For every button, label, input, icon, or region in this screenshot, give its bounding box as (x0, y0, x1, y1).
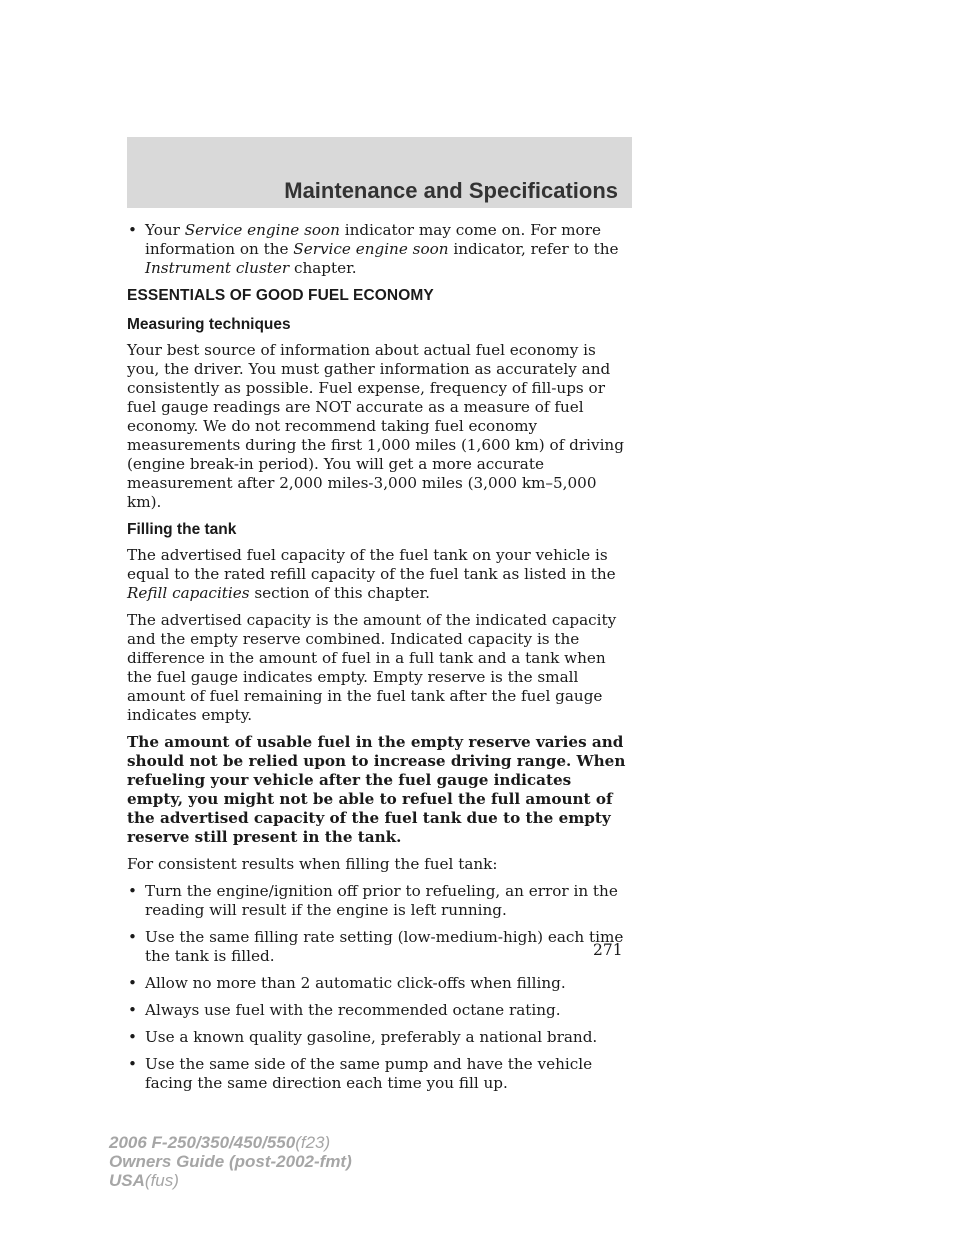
filling-paragraph-2: The advertised capacity is the amount of the indicated capacity and the empty reserve combined. Indicated capacity is the difference in the amount of fuel in a full tank and a tank when the fuel gauge indicates empty. Empty reserve is the small amount of fuel remaining in the fuel tank after the fuel gauge indicates empty. (127, 611, 617, 724)
bullet-glyph: • (128, 221, 137, 239)
list-item (127, 1001, 632, 1020)
text-run: section of this chapter. (249, 584, 430, 602)
chapter-reference: Instrument cluster (145, 259, 290, 277)
footer-line-region (109, 1171, 352, 1190)
list-item (127, 882, 632, 920)
text-run: indicator may come on. For more information on the (145, 221, 601, 258)
filling-paragraph-1 (127, 546, 632, 603)
filling-paragraph-4: For consistent results when filling the fuel tank: (127, 855, 498, 873)
footer-line-guide: Owners Guide (post-2002-fmt) (109, 1152, 352, 1171)
footer-code: (f23) (295, 1133, 331, 1152)
chapter-header (127, 137, 632, 208)
footer-model: 2006 F-250/350/450/550 (109, 1133, 296, 1152)
footer-region: USA (109, 1171, 145, 1190)
bullet-glyph: • (128, 1001, 137, 1019)
list-item-text: Use the same side of the same pump and have the vehicle facing the same direction each time you fill up. (145, 1055, 593, 1092)
footer-region-code: (fus) (144, 1171, 179, 1190)
chapter-title: Maintenance and Specifications (284, 178, 618, 203)
footer-line-model (109, 1133, 352, 1152)
bullet-glyph: • (128, 1055, 137, 1073)
bullet-glyph: • (128, 928, 137, 946)
bullet-glyph: • (128, 1028, 137, 1046)
intro-bullet (127, 221, 632, 278)
text-run: indicator, refer to the (448, 240, 619, 258)
list-item (127, 1028, 632, 1047)
subheading-measuring: Measuring techniques (127, 316, 291, 333)
text-run: The advertised fuel capacity of the fuel tank on your vehicle is equal to the rated refill capacity of the fuel tank as listed in the (127, 546, 616, 583)
bullet-glyph: • (128, 974, 137, 992)
page-content (127, 221, 632, 1101)
indicator-name: Service engine soon (184, 221, 340, 239)
text-run: chapter. (289, 259, 357, 277)
list-item (127, 974, 632, 993)
section-reference: Refill capacities (127, 584, 250, 602)
list-item-text: Use a known quality gasoline, preferably a national brand. (145, 1028, 598, 1046)
list-item (127, 928, 632, 966)
indicator-name: Service engine soon (293, 240, 449, 258)
page-number: 271 (593, 941, 623, 959)
measuring-paragraph: Your best source of information about actual fuel economy is you, the driver. You must gather information as accurately and consistently as possible. Fuel expense, frequency of fill-ups or fuel gauge readings are NOT accurate as a measure of fuel economy. We do not recommend taking fuel economy measurements during the first 1,000 miles (1,600 km) of driving (engine break-in period). You will get a more accurate measurement after 2,000 miles-3,000 miles (3,000 km–5,000 km). (127, 341, 624, 511)
list-item-text: Always use fuel with the recommended octane rating. (145, 1001, 561, 1019)
list-item-text: Turn the engine/ignition off prior to refueling, an error in the reading will result if the engine is left running. (145, 882, 618, 919)
list-item-text: Allow no more than 2 automatic click-offs when filling. (145, 974, 566, 992)
list-item (127, 1055, 632, 1093)
document-footer (109, 1133, 352, 1190)
section-title: ESSENTIALS OF GOOD FUEL ECONOMY (127, 287, 434, 304)
subheading-filling: Filling the tank (127, 521, 237, 538)
text-run: Your (145, 221, 185, 239)
bullet-glyph: • (128, 882, 137, 900)
warning-paragraph: The amount of usable fuel in the empty reserve varies and should not be relied upon to increase driving range. When refueling your vehicle after the fuel gauge indicates empty, you might not be able to refuel the full amount of the advertised capacity of the fuel tank due to the empty reserve still present in the tank. (127, 733, 626, 846)
list-item-text: Use the same filling rate setting (low-medium-high) each time the tank is filled. (145, 928, 624, 965)
